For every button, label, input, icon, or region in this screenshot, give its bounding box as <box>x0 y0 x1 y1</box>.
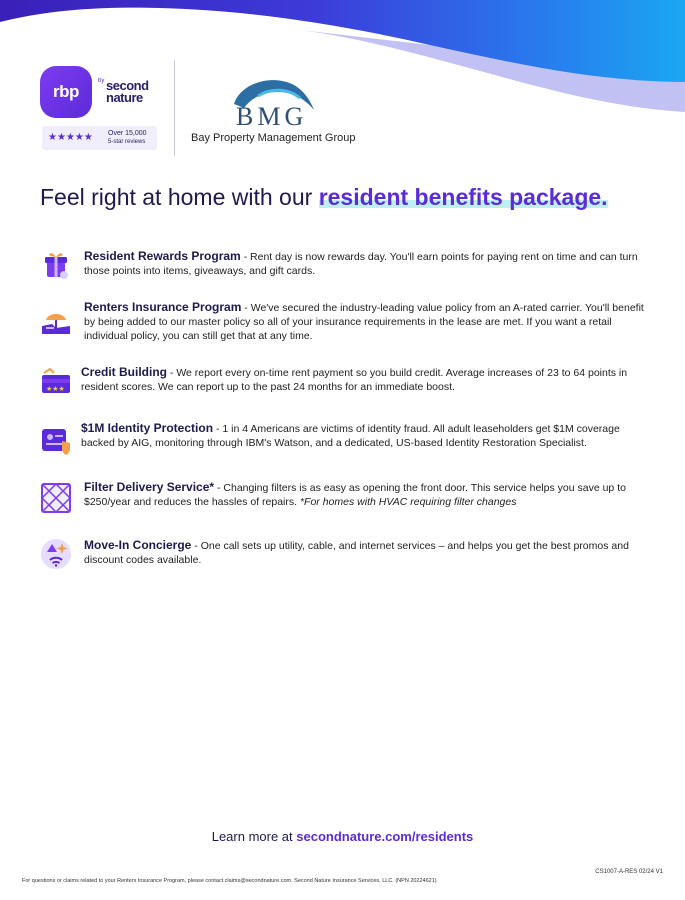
benefit-text: - We've secured the industry-leading value policy from an A-rated carrier. You'll benefit by being added to our master policy so all of your insurance requirements in the lease are met. If you want a retail individual policy, you can still get that at any time. <box>84 302 644 342</box>
reviews-label: 5-star reviews <box>108 139 146 145</box>
title-prefix: Feel right at home with our <box>40 184 319 210</box>
benefit-text: - We report every on-time rent payment so you build credit. Average increases of 23 to 64 points in resident scores. We can report up to the past 24 months for an immediate boost. <box>81 367 628 393</box>
benefit-note: *For homes with HVAC requiring filter changes <box>299 496 517 508</box>
credit-score-icon <box>40 367 72 399</box>
gift-icon <box>40 249 72 281</box>
benefit-title: Filter Delivery Service* <box>84 480 215 494</box>
benefit-title: Move-In Concierge <box>84 538 192 552</box>
learn-more-prefix: Learn more at <box>211 829 297 844</box>
benefit-title: Credit Building <box>81 365 167 379</box>
title-highlight: resident benefits package. <box>318 184 608 210</box>
id-shield-icon <box>40 425 72 457</box>
svg-text:★★★: ★★★ <box>46 385 65 393</box>
benefit-title: Resident Rewards Program <box>84 249 241 263</box>
stars-icon: ★★★★★ <box>48 132 93 143</box>
umbrella-icon <box>40 306 72 338</box>
benefit-text: - Rent day is now rewards day. You'll earn points for paying rent on time and can turn those points into items, giveaways, and gift cards. <box>84 251 638 277</box>
page-title <box>40 184 608 211</box>
benefit-title: $1M Identity Protection <box>81 421 214 435</box>
benefit-text: - Changing filters is as easy as opening the front door. This service helps you save up to $250/year and reduces the hassles of repairs. <box>84 482 626 508</box>
learn-more-link[interactable]: secondnature.com/residents <box>296 829 474 844</box>
concierge-icon <box>40 538 72 570</box>
second-nature-logo: second nature <box>106 78 149 105</box>
logo-divider <box>174 60 175 156</box>
reviews-badge <box>42 126 157 150</box>
document-code: CS1007-A-RES 02/24 V1 <box>595 869 663 875</box>
learn-more <box>0 829 685 844</box>
bmg-logo-letters: BMG <box>236 102 308 131</box>
logo-block <box>40 60 370 160</box>
benefit-text: - One call sets up utility, cable, and internet services – and helps you get the best promos and discount codes available. <box>84 540 629 566</box>
property-manager-name: Bay Property Management Group <box>191 132 356 144</box>
rbp-logo: rbp <box>40 66 92 118</box>
by-label: by <box>98 78 105 84</box>
air-filter-icon <box>40 482 72 514</box>
benefit-text: - 1 in 4 Americans are victims of identity fraud. All adult leaseholders get $1M coverage backed by AIG, monitoring through IBM's Watson, and a dedicated, US-based Identity Restoration Specialist. <box>81 423 620 449</box>
reviews-count: Over 15,000 <box>108 130 147 137</box>
benefit-title: Renters Insurance Program <box>84 300 242 314</box>
footer-disclaimer: For questions or claims related to your Renters Insurance Program, please contact claims@secondnature.com. Second Nature Insurance Services, LLC. (NPN 20224621) <box>22 878 437 884</box>
